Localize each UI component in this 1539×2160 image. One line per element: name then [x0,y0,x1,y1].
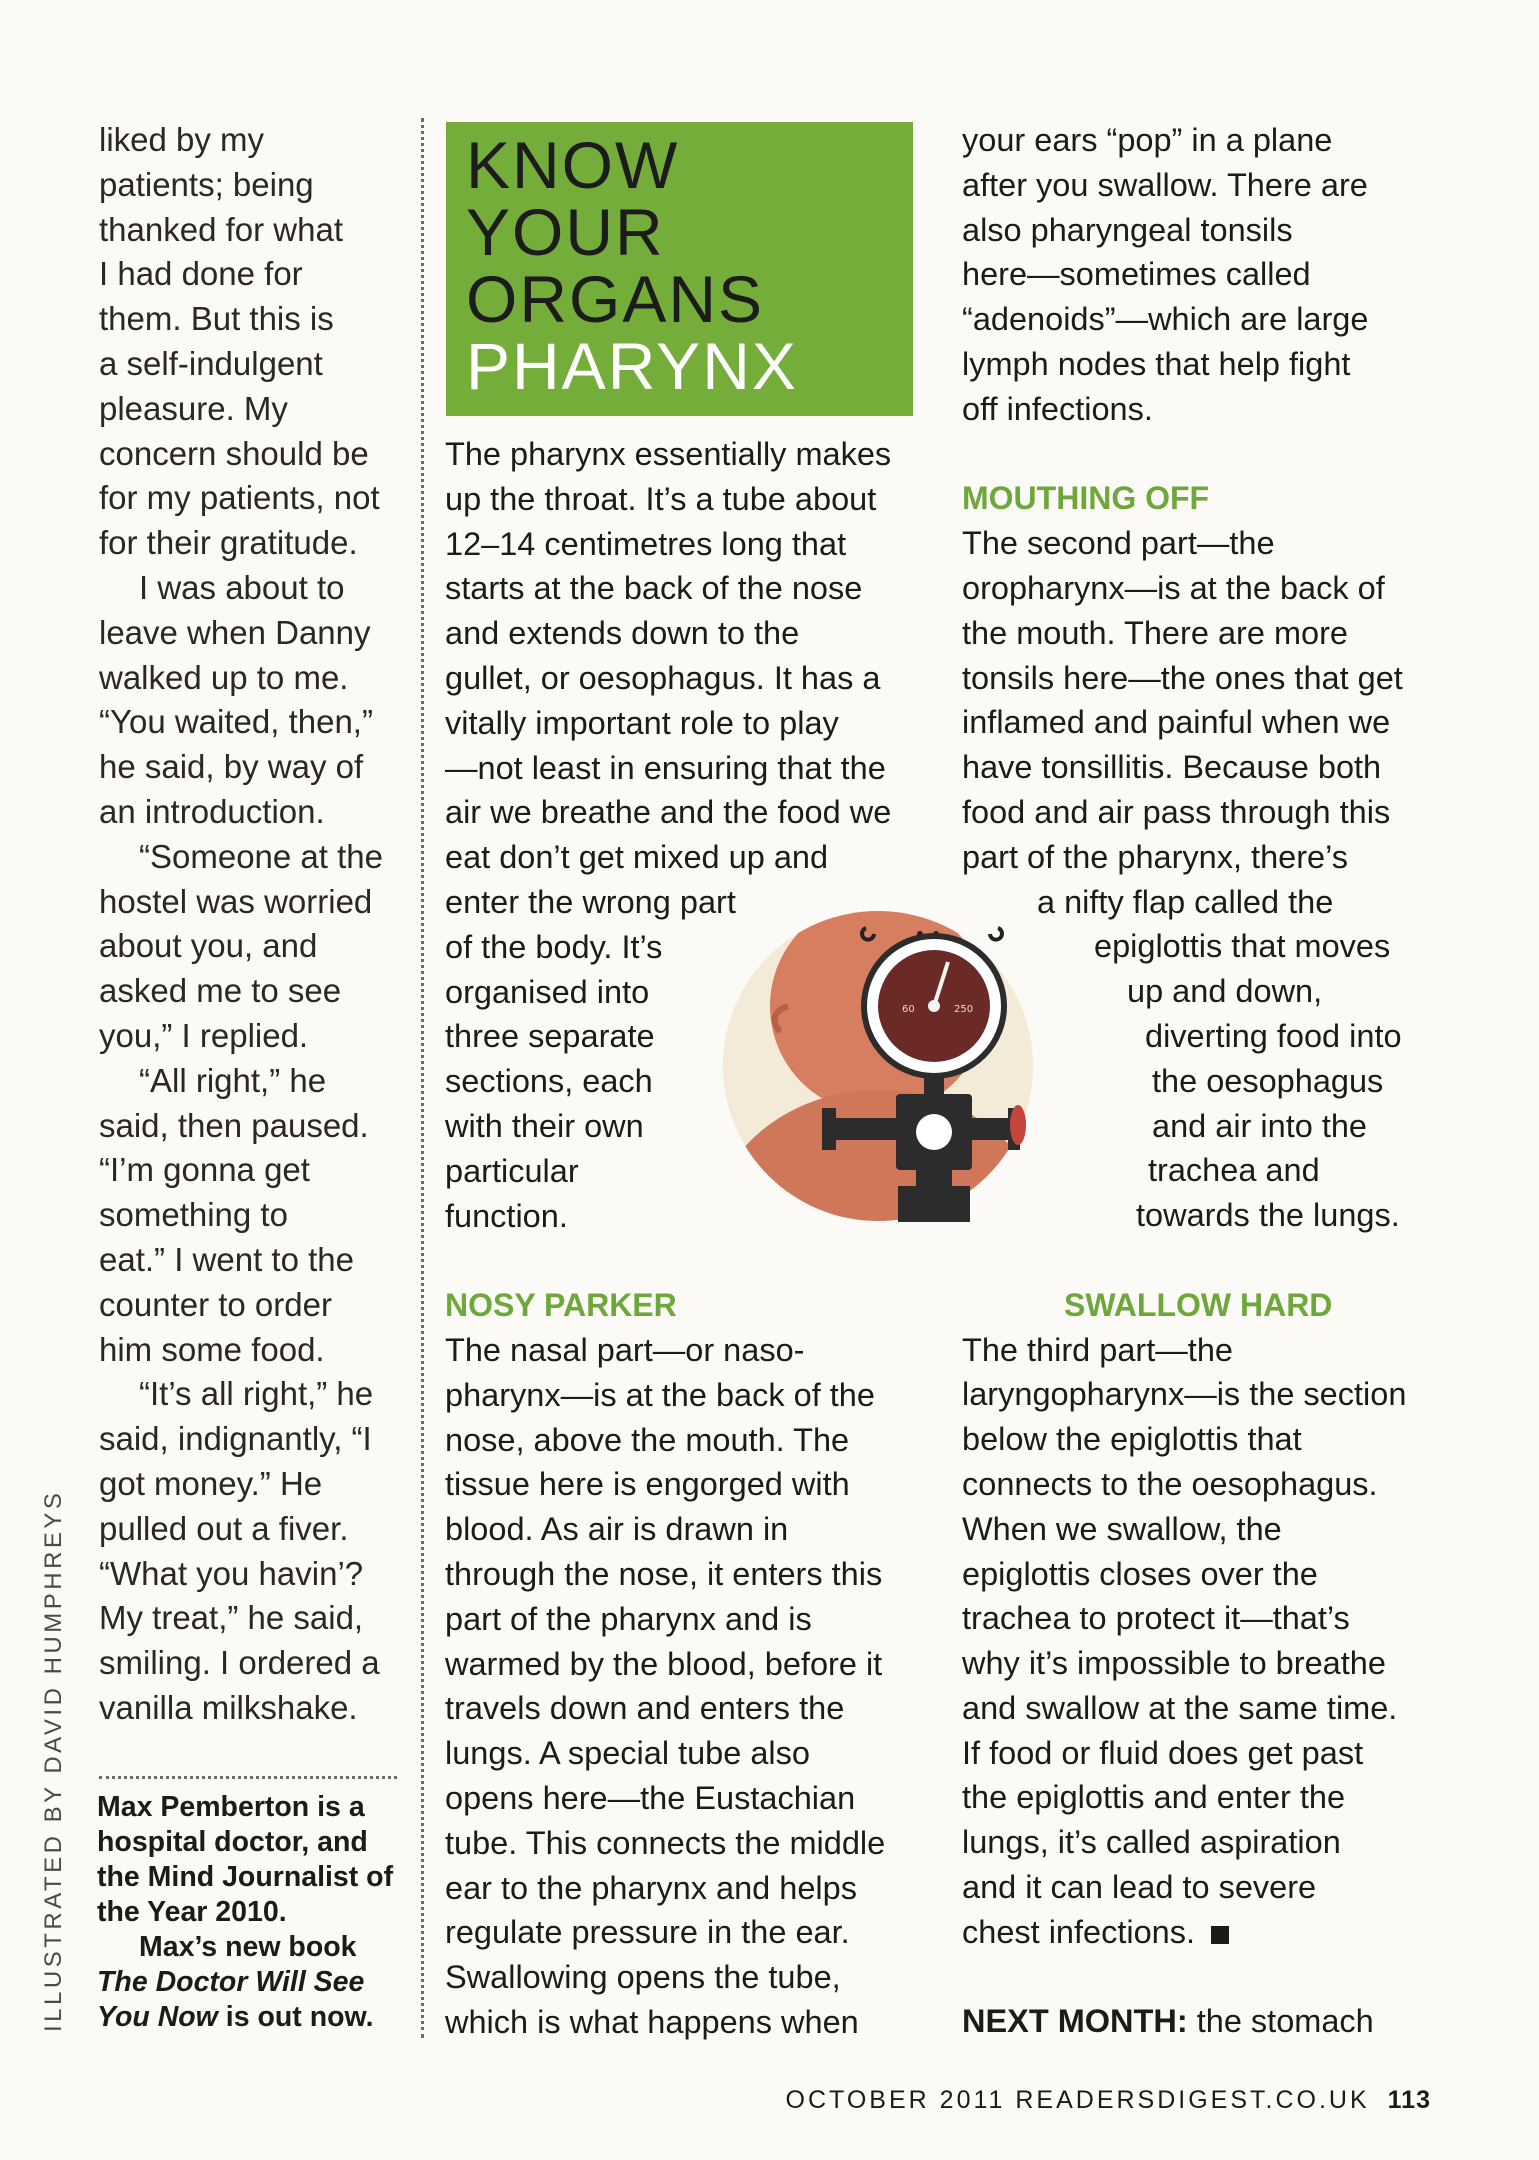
body-line: the epiglottis and enter the [962,1779,1346,1816]
valve-wheel [1010,1105,1026,1145]
body-line: epiglottis closes over the [962,1555,1318,1592]
body-line: a nifty flap called the [1037,883,1334,920]
body-line: gullet, or oesophagus. It has a [445,659,881,696]
body-line: and swallow at the same time. [962,1689,1398,1726]
story-line: him some food. [99,1330,325,1368]
story-line: counter to order [99,1285,332,1323]
body-line: also pharyngeal tonsils [962,211,1293,248]
body-line: and air into the [1152,1107,1368,1144]
body-line: enter the wrong part [445,883,736,920]
body-line: organised into [445,973,650,1010]
issue-info: OCTOBER 2011 READERSDIGEST.CO.UK [785,2086,1370,2114]
body-line: the mouth. There are more [962,614,1348,651]
body-line: vitally important role to play [445,704,839,741]
body-line: The pharynx essentially makes [445,436,892,472]
title-line: ORGANS [466,262,765,336]
body-line: “adenoids”—which are large [962,301,1369,338]
story-line: “It’s all right,” he [139,1375,374,1413]
body-line: part of the pharynx and is [445,1600,812,1637]
body-line: with their own [445,1107,644,1144]
body-line: function. [445,1197,568,1234]
body-line: up and down, [1127,973,1323,1010]
next-month-label: NEXT MONTH: [962,2003,1188,2040]
middle-column [445,432,925,2045]
column-divider [421,118,424,2038]
body-line: epiglottis that moves [1094,928,1391,965]
body-line: regulate pressure in the ear. [445,1914,850,1951]
story-line: thanked for what [99,210,343,248]
body-line: connects to the oesophagus. [962,1465,1378,1502]
bio-suffix: is out now. [217,2001,374,2033]
section-heading-nosy-parker: NOSY PARKER [445,1287,677,1324]
body-line: eat don’t get mixed up and [445,839,829,876]
body-line: —not least in ensuring that the [445,749,886,786]
title-line: YOUR [466,195,665,269]
body-line: nose, above the mouth. The [445,1421,850,1458]
body-line: pharynx—is at the back of the [445,1376,875,1413]
body-line: towards the lungs. [1136,1197,1400,1234]
title-box [446,122,913,416]
story-line: leave when Danny [99,613,371,651]
body-line: food and air pass through this [962,793,1391,830]
body-line: warmed by the blood, before it [445,1645,883,1682]
story-line: My treat,” he said, [99,1599,364,1637]
body-line: travels down and enters the [445,1690,845,1727]
story-line: said, indignantly, “I [99,1420,372,1458]
bio-line: hospital doctor, and [97,1826,368,1858]
body-line: The third part—the [962,1331,1233,1368]
page-number: 113 [1387,2086,1431,2114]
bio-line [97,1965,407,2000]
body-line: Swallowing opens the tube, [445,1959,841,1996]
body-line: why it’s impossible to breathe [962,1645,1386,1682]
next-month-topic: the stomach [1187,2003,1374,2040]
story-line: “I’m gonna get [99,1151,310,1189]
bio-line [97,2000,407,2035]
body-line: below the epiglottis that [962,1421,1302,1458]
body-line: The second part—the [962,525,1275,562]
story-line: walked up to me. [99,658,349,696]
story-line: said, then paused. [99,1106,369,1144]
body-line: If food or fluid does get past [962,1734,1364,1771]
title-organ: PHARYNX [466,329,798,403]
story-line: patients; being [99,165,314,203]
body-line: ear to the pharynx and helps [445,1869,857,1906]
story-line: hostel was worried [99,882,373,920]
title-line: KNOW [466,128,680,202]
story-line: “What you havin’? [99,1554,364,1592]
body-line: inflamed and painful when we [962,704,1391,741]
story-line: he said, by way of [99,748,364,786]
body-line: oropharynx—is at the back of [962,569,1385,606]
story-line: “You waited, then,” [99,703,373,741]
body-line: the oesophagus [1152,1062,1384,1099]
story-line: liked by my [99,121,265,158]
next-month [962,1999,1437,2044]
body-line: of the body. It’s [445,928,663,965]
body-line: tonsils here—the ones that get [962,659,1403,696]
body-line: and extends down to the [445,615,800,652]
story-line: something to [99,1196,288,1234]
body-line: diverting food into [1145,1017,1402,1054]
bio-line: Max’s new book [139,1931,357,1963]
story-line: “Someone at the [139,837,383,875]
bio-line: Max Pemberton is a [97,1791,365,1823]
body-line: here—sometimes called [962,256,1311,293]
body-line: particular [445,1152,579,1189]
body-line: When we swallow, the [962,1510,1282,1547]
story-line: for my patients, not [99,479,380,517]
body-line: lungs. A special tube also [445,1735,810,1772]
left-column-story [99,118,399,1731]
body-line: sections, each [445,1063,653,1100]
story-line: vanilla milkshake. [99,1688,358,1726]
story-line: concern should be [99,434,369,472]
body-line: through the nose, it enters this [445,1555,883,1592]
body-line: your ears “pop” in a plane [962,122,1333,158]
story-line: a self-indulgent [99,344,323,382]
body-line: starts at the back of the nose [445,570,863,607]
bio-divider [99,1776,397,1779]
story-line: got money.” He [99,1464,323,1502]
gauge-label-right: 250 [954,1004,974,1015]
story-line: pleasure. My [99,389,288,427]
story-line: “All right,” he [139,1061,327,1099]
author-bio [97,1790,407,2035]
story-line: smiling. I ordered a [99,1644,380,1682]
story-line: eat.” I went to the [99,1240,354,1278]
body-line: air we breathe and the food we [445,794,892,831]
story-line: an introduction. [99,792,325,830]
body-line: tissue here is engorged with [445,1466,850,1503]
body-line: trachea to protect it—that’s [962,1600,1350,1637]
story-line: I had done for [99,255,303,293]
pharynx-illustration [722,910,1034,1222]
story-line: pulled out a fiver. [99,1509,349,1547]
body-line: tube. This connects the middle [445,1824,886,1861]
bio-line: the Mind Journalist of [97,1861,394,1893]
story-line: for their gratitude. [99,524,358,562]
body-line: and it can lead to severe [962,1869,1317,1906]
body-line: which is what happens when [445,2003,859,2040]
book-title: You Now [97,2001,218,2033]
body-line: up the throat. It’s a tube about [445,480,877,517]
body-line: lungs, it’s called aspiration [962,1824,1341,1861]
body-line: three separate [445,1018,655,1055]
body-line: The nasal part—or naso- [445,1331,805,1368]
body-line: lymph nodes that help fight [962,345,1351,382]
story-line: about you, and [99,927,318,965]
story-line: them. But this is [99,300,334,338]
page-footer [786,2086,1431,2115]
story-line: asked me to see [99,972,342,1010]
body-line: trachea and [1148,1152,1320,1189]
section-heading-mouthing-off: MOUTHING OFF [962,480,1210,517]
body-line: after you swallow. There are [962,166,1368,203]
body-line: opens here—the Eustachian [445,1779,856,1816]
story-line: I was about to [139,568,345,606]
section-heading-swallow-hard: SWALLOW HARD [1064,1286,1333,1323]
body-line: blood. As air is drawn in [445,1511,789,1548]
gauge-label-left: 60 [902,1004,915,1015]
book-title: The Doctor Will See [97,1966,365,1998]
body-line: off infections. [962,390,1153,427]
body-line: part of the pharynx, there’s [962,838,1349,875]
body-line: have tonsillitis. Because both [962,749,1382,786]
body-line: 12–14 centimetres long that [445,525,847,562]
body-line [962,1910,1437,1955]
illustration-credit: ILLUSTRATED BY DAVID HUMPHREYS [40,1489,67,2032]
end-mark-icon [1211,1926,1229,1944]
body-line: laryngopharynx—is the section [962,1376,1407,1413]
story-line: you,” I replied. [99,1016,309,1054]
body-line-text: chest infections. [962,1913,1196,1950]
bio-line: the Year 2010. [97,1896,287,1928]
